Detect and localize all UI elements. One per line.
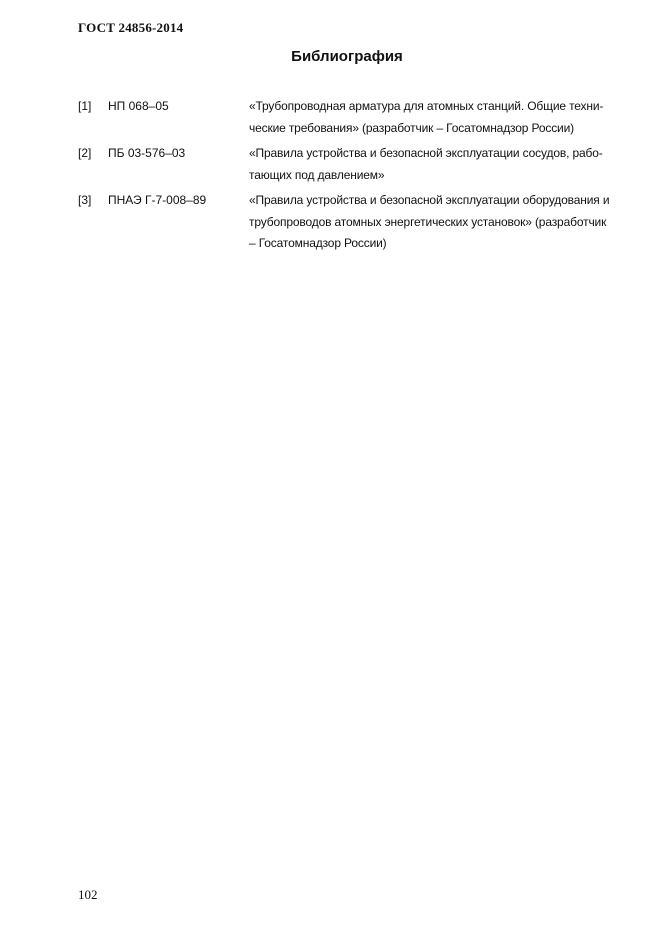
entry-text-line: ческие требования» (разработчик – Госатомнадзор России) xyxy=(249,120,574,135)
bibliography-entry xyxy=(78,190,638,255)
bibliography-list xyxy=(78,96,638,259)
entry-code: НП 068–05 xyxy=(108,99,169,113)
entry-text xyxy=(249,96,634,139)
entry-text xyxy=(249,190,634,255)
document-header: ГОСТ 24856-2014 xyxy=(78,20,184,35)
entry-text xyxy=(249,143,634,186)
entry-text-line: «Правила устройства и безопасной эксплуатации оборудования и xyxy=(249,193,610,207)
entry-code: ПНАЭ Г-7-008–89 xyxy=(108,193,207,207)
entry-text-line: трубопроводов атомных энергетических установок» (разработчик xyxy=(249,214,607,229)
section-title: Библиография xyxy=(291,48,403,65)
page-number: 102 xyxy=(78,887,98,902)
entry-number: [1] xyxy=(78,99,92,113)
bibliography-entry xyxy=(78,96,638,139)
entry-code: ПБ 03-576–03 xyxy=(108,146,186,160)
entry-text-line: – Госатомнадзор России) xyxy=(249,236,387,250)
entry-text-line: «Правила устройства и безопасной эксплуатации сосудов, рабо- xyxy=(249,146,603,160)
entry-number: [2] xyxy=(78,146,92,160)
bibliography-entry xyxy=(78,143,638,186)
entry-text-line: «Трубопроводная арматура для атомных станций. Общие техни- xyxy=(249,99,604,113)
entry-number: [3] xyxy=(78,193,92,207)
entry-text-line: тающих под давлением» xyxy=(249,167,385,182)
